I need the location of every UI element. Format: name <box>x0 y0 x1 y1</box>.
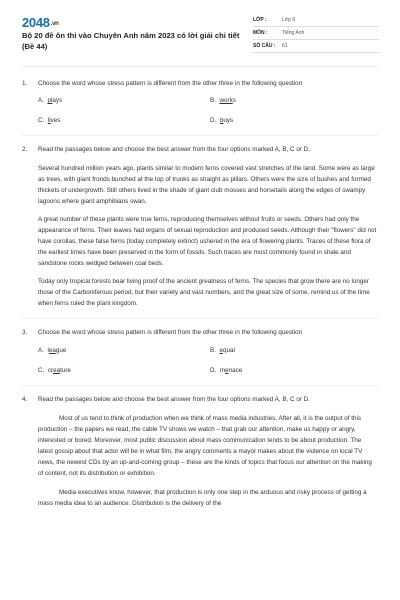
site-logo[interactable] <box>22 15 59 30</box>
meta-row-count <box>253 40 379 53</box>
option-a[interactable] <box>38 345 66 356</box>
passage-paragraph: Most of us tend to think of production when we think of mass media industries. After all, it is the output of this production – the papers we read, the cable TV shows we watch – that grab our attention, make us happy or angry, interested or bored. Moreover, most public discussion about mass communication tends to be about production. The latest gossip about that actor will be in what film, the angry comments a mayor makes about the violence on local TV news, the newest CDs by an up-and-coming group – these are the kinds of topics that focus our attention on the making of content, not its distribution or exhibition. <box>38 415 372 477</box>
option-label: A. <box>38 97 44 104</box>
option-label: D. <box>210 367 217 374</box>
question-number: 2. <box>22 146 28 153</box>
option-word-underlined: e <box>225 367 229 374</box>
passage-paragraph: Several hundred million years ago, plants similar to modern ferns covered vast stretches of the land. Some were as large as trees, with giant fronds bunched at the top of trunks as straight as pillars. Others were the size of bushes and formed thickets of undergrowth. Still others lived in the shade of giant club mosses and horsetails along the edges of swampy lagoons where giant amphibians swan. <box>38 165 375 205</box>
option-word-post: qual <box>222 347 235 354</box>
question-text: Choose the word whose stress pattern is different from the other three in the following question <box>38 80 303 87</box>
page-header <box>0 0 400 66</box>
option-word-underlined: pl <box>47 97 53 104</box>
option-b[interactable] <box>210 95 236 106</box>
passage-paragraph: A great number of these plants were true ferns, reproducing themselves without fruits or seeds. Others had only the appearance of ferns. Their leaves had organs of sexual reproduction and produced seeds. Although their "flowers" did not have corollas, these false ferns (today completely extinct) ushered in the era of flowering plants. Traces of these flora of the earliest times have been preserved in the form of fossils. Such traces are most commonly found in shale and sandstone rocks wedged between coal beds. <box>38 216 377 267</box>
question-text: Read the passages below and choose the best answer from the four options marked A, B, C or D. <box>38 146 310 153</box>
meta-key: SỐ CÂU : <box>253 43 276 49</box>
question-number: 1. <box>22 80 28 87</box>
question-number: 3. <box>22 329 28 336</box>
meta-table <box>253 14 379 53</box>
logo-suffix: .vn <box>50 20 59 27</box>
option-label: B. <box>210 97 216 104</box>
option-label: C. <box>38 367 45 374</box>
option-word-post: s <box>232 97 236 104</box>
meta-row-subject <box>253 27 379 40</box>
questions-list <box>0 78 400 509</box>
option-word-post: ves <box>50 117 61 124</box>
option-word-post: ays <box>52 97 63 104</box>
question-divider <box>22 385 378 386</box>
question-number: 4. <box>22 396 28 403</box>
passage-paragraph: Today only tropical forests bear living proof of the ancient greatness of ferns. The species that grow there are no longer those of the Carboniferous period, but their variety and vast numbers, and the great size of some, remind us of the time when ferns ruled the plant kingdom. <box>38 278 370 307</box>
document-title: Bộ 20 đề ôn thi vào Chuyên Anh năm 2023 có lời giải chi tiết (Đề 44) <box>22 31 240 51</box>
question-divider <box>22 135 378 136</box>
option-a[interactable] <box>38 95 62 106</box>
option-word-pre: m <box>219 367 226 374</box>
option-word-underlined: li <box>47 117 51 124</box>
options-q3 <box>38 345 378 385</box>
question-4 <box>22 394 378 405</box>
option-word-post: gue <box>55 347 67 354</box>
option-label: B. <box>210 347 216 354</box>
meta-key: LỚP : <box>253 17 267 23</box>
question-text: Read the passages below and choose the best answer from the four options marked A, B, C or D. <box>38 396 310 403</box>
option-label: A. <box>38 347 44 354</box>
meta-value: 61 <box>282 43 288 49</box>
option-label: D. <box>210 117 217 124</box>
meta-value: Lớp 9 <box>282 17 296 23</box>
option-c[interactable] <box>38 365 71 376</box>
option-word-post: ture <box>60 367 71 374</box>
option-word-pre: l <box>47 347 49 354</box>
option-word-underlined: e <box>219 347 223 354</box>
option-word-underlined: b <box>219 117 224 124</box>
option-word-pre: cr <box>47 367 54 374</box>
meta-key: MÔN : <box>253 30 268 36</box>
option-word-post: nace <box>228 367 243 374</box>
option-word-underlined: ea <box>48 347 56 354</box>
option-d[interactable] <box>210 365 242 376</box>
question-1 <box>22 78 378 89</box>
option-word-post: uys <box>223 117 234 124</box>
logo-text: 2048 <box>22 15 50 30</box>
question-text: Choose the word whose stress pattern is different from the other three in the following question <box>38 329 303 336</box>
option-c[interactable] <box>38 115 60 126</box>
option-word-underlined: work <box>219 97 233 104</box>
question-3 <box>22 327 378 338</box>
option-d[interactable] <box>210 115 233 126</box>
option-b[interactable] <box>210 345 235 356</box>
options-q1 <box>38 95 378 135</box>
meta-value: Tiếng Anh <box>282 30 305 36</box>
header-divider <box>22 66 378 67</box>
passage-paragraph: Media executives know, however, that production is only one step in the arduous and risky process of getting a mass media idea to an audience. Distribution is the delivery of the <box>38 489 367 507</box>
question-2 <box>22 144 378 155</box>
option-label: C. <box>38 117 45 124</box>
option-word-underlined: ea <box>53 367 61 374</box>
question-divider <box>22 318 378 319</box>
meta-row-class <box>253 14 379 27</box>
